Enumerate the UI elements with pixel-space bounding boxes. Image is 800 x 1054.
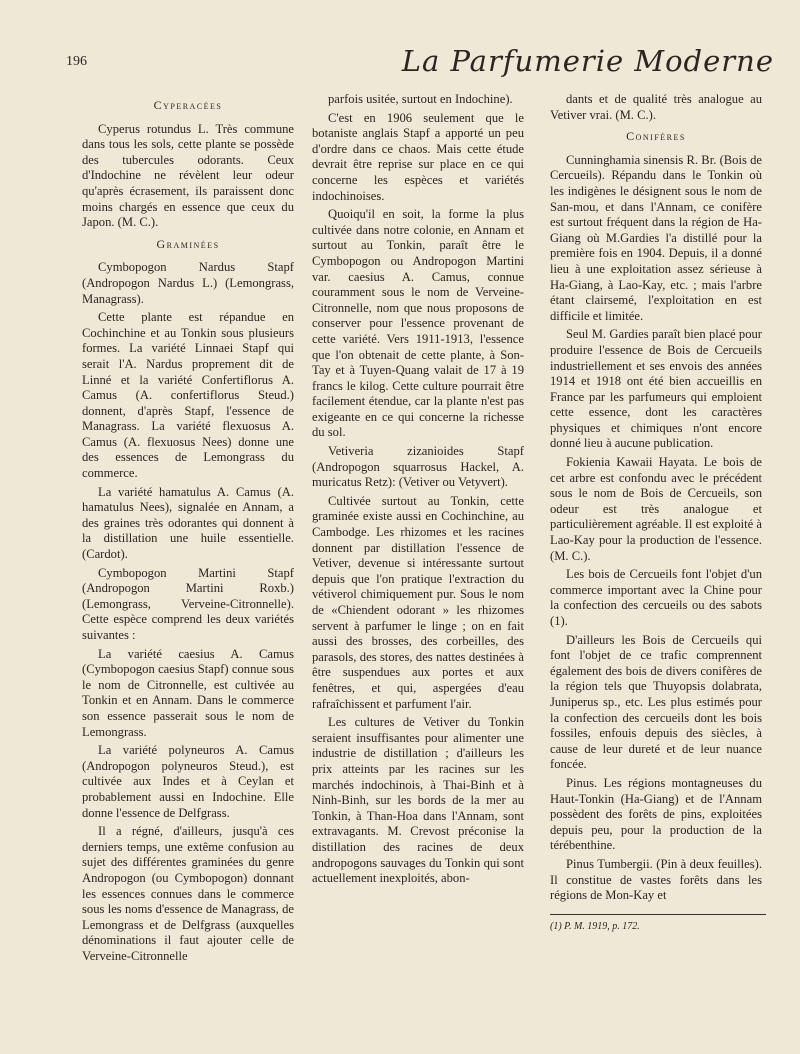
article-columns — [82, 92, 778, 1032]
paragraph: parfois usitée, surtout en Indochine). — [328, 92, 513, 106]
paragraph: Quoiqu'il en soit, la forme la plus cultivée dans notre colonie, en Annam et surtout au Tonkin, paraît être le Cymbopogon ou Andropogon Martini var. caesius A. Camus, connue couramment sous le nom de Verveine-Citronnelle, nom que nous proposons de conserver pour l'essence provenant de cette variété. Vers 1911-1913, l'essence que l'on obtenait de cette plante, à Son-Tay et à Tuyen-Quang valait de 17 à 19 francs le kilog. Cette culture pourrait être facilement étendue, car la plante n'est pas exigeante en ce qui concerne la richesse du sol. — [312, 207, 524, 440]
paragraph: Cyperus rotundus L. Très commune dans tous les sols, cette plante se possède des tubercules odorants. Ceux d'Indochine ne révèlent leur odeur qu'après écrasement, ils paraissent donc moins chargés en essence que ceux du Japon. (M. C.). — [82, 121, 294, 230]
footnote-rule — [550, 914, 766, 915]
paragraph: Pinus Tumbergii. (Pin à deux feuilles). Il constitue de vastes forêts dans les régions de Mon-Kay et — [550, 856, 762, 903]
paragraph: Cunninghamia sinensis R. Br. (Bois de Cercueils). Répandu dans le Tonkin où les indigènes le désignent sous le nom de San-mou, et dans l'Annam, ce conifère est surtout fréquent dans la région de Ha-Giang où M.Gardies l'a distillé pour la première fois en 1904. Depuis, il a donné lieu à une exploitation assez sérieuse à Ha-Giang, à Lao-Kay, etc. ; mais l'arbre étant clairsemé, l'exploitation en est difficile et limitée. — [550, 152, 762, 323]
paragraph: dants et de qualité très analogue au Vetiver vrai. (M. C.). — [550, 92, 762, 122]
journal-title: La Parfumerie Moderne — [401, 44, 774, 78]
section-heading: Conifères — [626, 129, 686, 144]
paragraph: D'ailleurs les Bois de Cercueils qui font l'objet de ce trafic comprennent également des bois de divers conifères de la région tels que Thuyopsis dolabrata, Juniperus sp., etc. Les plus estimés pour la confection des cercueils dont les bois fossiles, enfouis depuis des siècles, à cause de leur dureté et de leur nuance foncée. — [550, 632, 762, 772]
paragraph: Cymbopogon Martini Stapf (Andropogon Martini Roxb.) (Lemongrass, Verveine-Citronnelle). Cette espèce comprend les deux variétés suivantes : — [82, 565, 294, 642]
paragraph: Seul M. Gardies paraît bien placé pour produire l'essence de Bois de Cercueils industriellement et ses envois des années 1914 et 1918 ont été bien accueillis en France par les parfumeurs qui emploient cette essence, dont les caractères physiques et chimiques n'ont encore donné lieu à aucune publication. — [550, 327, 762, 451]
column-2 — [312, 92, 524, 1028]
column-3 — [550, 92, 762, 1028]
paragraph: La variété polyneuros A. Camus (Andropogon polyneuros Steud.), est cultivée aux Indes et à Ceylan et probablement aussi en Indochine. Elle donne l'essence de Delfgrass. — [82, 743, 294, 820]
paragraph: Les cultures de Vetiver du Tonkin seraient insuffisantes pour alimenter une industrie de distillation ; d'ailleurs les prix atteints par les racines sur les marchés indochinois, à Thai-Binh et à Ninh-Binh, sur les bords de la mer au Tonkin, à Than-Hoa dans l'Annam, sont extravagants. M. Crevost préconise la distillation des racines de deux andropogons sauvages du Tonkin qui sont actuellement inexploités, abon- — [312, 715, 524, 886]
paragraph: Les bois de Cercueils font l'objet d'un commerce important avec la Chine pour la confection des cercueils ou des sabots (1). — [550, 567, 762, 628]
paragraph: La variété caesius A. Camus (Cymbopogon caesius Stapf) connue sous le nom de Citronnelle, est cultivée au Tonkin et en Annam. Dans le commerce son essence passerait sous le nom de Lemongrass. — [82, 646, 294, 739]
paragraph: Cultivée surtout au Tonkin, cette graminée existe aussi en Cochinchine, au Cambodge. Les rhizomes et les racines donnent par distillation l'essence de Vetiver, devenue si intéressante surtout depuis que l'on pratique l'extraction du vétiverol chimiquement pur. Sous le nom de «Chiendent odorant » les rhizomes servent à parfumer le linge ; on en fait aussi des brosses, des corbeilles, des parasols, des stores, des nattes destinées à être suspendues aux portes et aux fenêtres, et qui, aspergées d'eau rafraîchissent et parfument l'air. — [312, 493, 524, 711]
section-heading: Graminées — [156, 236, 220, 251]
paragraph: Vetiveria zizanioides Stapf (Andropogon squarrosus Hackel, A. muricatus Retz): (Vetiver ou Vetyvert). — [312, 444, 524, 490]
column-1 — [82, 92, 294, 1028]
page-number: 196 — [66, 54, 87, 69]
paragraph: Cymbopogon Nardus Stapf (Andropogon Nardus L.) (Lemongrass, Managrass). — [82, 260, 294, 306]
section-heading: Cyperacées — [153, 98, 223, 112]
paragraph: Pinus. Les régions montagneuses du Haut-Tonkin (Ha-Giang) et de l'Annam possèdent des forêts de pins, exploitées depuis peu, pour la production de la térébenthine. — [550, 775, 762, 853]
paragraph: Fokienia Kawaii Hayata. Le bois de cet arbre est confondu avec le précédent sous le nom de Bois de Cercueils, son odeur est très analogue et particulièrement agréable. Il est exploité à Lao-Kay pour la production de l'essence. (M. C.). — [550, 455, 762, 563]
paragraph: La variété hamatulus A. Camus (A. hamatulus Nees), signalée en Annam, a des graines très odorantes qui donnent à la distillation une huile essentielle. (Cardot). — [82, 484, 294, 562]
paragraph: C'est en 1906 seulement que le botaniste anglais Stapf a apporté un peu d'ordre dans ce chaos. Mais cette étude devrait être reprise sur place en ce qui concerne les espèces et variétés indochinoises. — [312, 110, 524, 203]
paragraph: Il a régné, d'ailleurs, jusqu'à ces derniers temps, une extême confusion au sujet des différentes graminées du genre Andropogon (ou Cymbopogon) donnant les essences connues dans le commerce sous les noms d'essence de Managrass, de Lemongrass et de Delfgrass (auxquelles dénominations il faut ajouter celle de Verveine-Citronnelle — [82, 824, 294, 963]
footnote: (1) P. M. 1919, p. 172. — [550, 920, 640, 932]
paragraph: Cette plante est répandue en Cochinchine et au Tonkin sous plusieurs formes. La variété Linnaei Stapf qui serait l'A. Nardus proprement dit de Linné et la variété Confertiflorus A. Camus (A. confertiflorus Steud.) donnent, d'après Stapf, l'essence de Managrass. La variété flexuosus A. Camus (A. flexuosus Nees) donne une des essences de Lemongrass du commerce. — [82, 310, 294, 481]
page-header — [66, 44, 786, 98]
